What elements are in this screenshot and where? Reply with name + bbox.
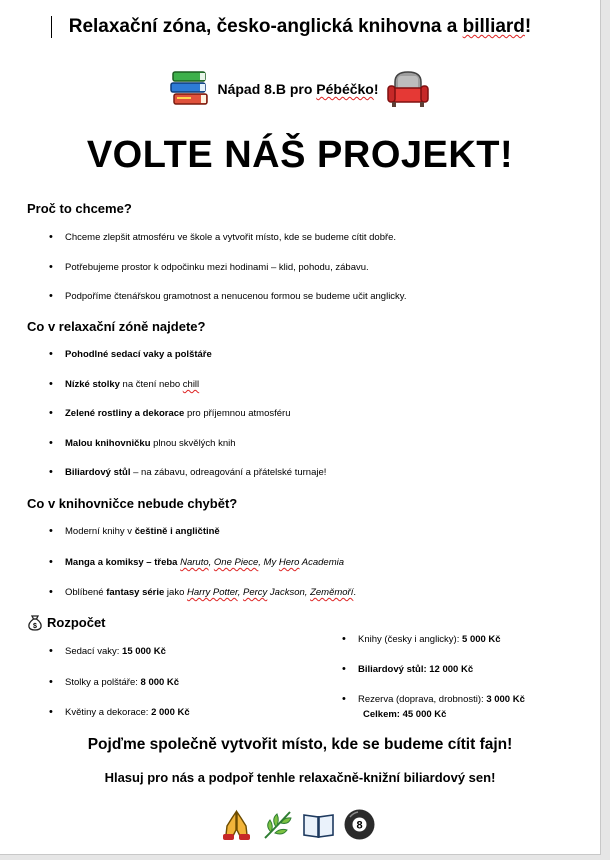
section-heading-budget[interactable] (27, 614, 106, 631)
open-book-icon (302, 808, 335, 841)
call-to-action[interactable]: Hlasuj pro nás a podpoř tenhle relaxačně-knižní biliardový sen! (104, 770, 496, 785)
list-item[interactable] (65, 526, 220, 537)
leaf-icon (261, 808, 294, 841)
budget-item[interactable] (358, 634, 501, 645)
spellcheck-word[interactable]: chill (182, 379, 200, 390)
spellcheck-word[interactable]: Zeměmoří (310, 587, 354, 598)
bold-text: fantasy série (106, 587, 165, 598)
item-value: 3 000 Kč (486, 694, 525, 705)
item-text: , (208, 557, 214, 568)
item-value: 5 000 Kč (462, 634, 501, 645)
item-text: , (237, 587, 243, 598)
budget-heading-text: Rozpočet (47, 615, 106, 630)
list-item[interactable] (65, 467, 326, 478)
item-text: pro příjemnou atmosféru (184, 408, 291, 419)
item-label: Biliardový stůl: (358, 664, 430, 675)
billiard-ball-icon (343, 808, 376, 841)
svg-text:$: $ (33, 623, 37, 630)
item-label: Stolky a polštáře: (65, 677, 141, 688)
subtitle-text[interactable] (217, 81, 378, 97)
item-label: Květiny a dekorace: (65, 707, 152, 718)
item-text: Jackson, (267, 587, 311, 598)
books-icon (169, 68, 211, 110)
list-item[interactable] (65, 438, 236, 449)
subtitle-punct: ! (373, 81, 379, 97)
page-title[interactable]: VOLTE NÁŠ PROJEKT! (86, 134, 514, 176)
section-heading-why[interactable]: Proč to chceme? (27, 201, 132, 216)
budget-item[interactable] (358, 664, 473, 675)
money-bag-icon (27, 614, 43, 631)
list-item[interactable] (65, 379, 199, 390)
budget-total[interactable]: Celkem: 45 000 Kč (363, 709, 447, 720)
bold-text: Zelené rostliny a dekorace (65, 408, 185, 419)
item-text: , My (258, 557, 279, 568)
bold-text: Malou knihovničku (65, 438, 151, 449)
spellcheck-word[interactable]: Naruto (180, 557, 209, 568)
budget-item[interactable] (65, 646, 166, 657)
subtitle-row (0, 68, 600, 110)
item-text: Oblíbené (65, 587, 107, 598)
section-heading-zone[interactable]: Co v relaxační zóně najdete? (27, 319, 206, 334)
bold-text: Nízké stolky (65, 379, 120, 390)
item-label: Sedací vaky: (65, 646, 123, 657)
list-item[interactable] (65, 557, 344, 568)
svg-text:8: 8 (356, 819, 363, 832)
item-text: na čtení nebo (119, 379, 183, 390)
item-value: 8 000 Kč (140, 677, 180, 688)
item-text: . (353, 587, 356, 598)
item-text: Academia (299, 557, 344, 568)
item-value: 12 000 Kč (429, 664, 474, 675)
bold-text: Manga a komiksy (65, 557, 144, 568)
item-text: – na zábavu, odreagování a přátelské turnaje! (130, 467, 327, 478)
heading-punct: ! (524, 16, 532, 37)
list-item[interactable]: • Podpoříme čtenářskou gramotnost a nenucenou formou se budeme učit anglicky. (65, 291, 407, 302)
spellcheck-word[interactable]: Hero (278, 557, 300, 568)
section-heading-library[interactable]: Co v knihovničce nebude chybět? (27, 496, 238, 511)
bold-text: češtině (134, 526, 168, 537)
spellcheck-word[interactable]: Pébéčko (316, 81, 374, 97)
list-item[interactable] (65, 349, 212, 360)
list-item[interactable] (65, 587, 356, 598)
item-label: Rezerva (doprava, drobnosti): (358, 694, 487, 705)
spellcheck-word[interactable]: Harry Potter (187, 587, 238, 598)
item-text: plnou skvělých knih (150, 438, 236, 449)
subtitle-prefix: Nápad 8.B pro (217, 81, 317, 97)
spellcheck-word[interactable]: One Piece (213, 557, 259, 568)
spellcheck-word[interactable]: billiard (462, 16, 525, 37)
spellcheck-word[interactable]: Percy (242, 587, 268, 598)
item-text: Moderní knihy v (65, 526, 135, 537)
bold-text: angličtině (175, 526, 220, 537)
item-label: Knihy (česky i anglicky): (358, 634, 463, 645)
item-value: 15 000 Kč (122, 646, 166, 657)
couch-icon (385, 68, 431, 110)
bold-text: – třeba (143, 557, 181, 568)
budget-item[interactable] (65, 677, 179, 688)
praying-hands-icon (220, 808, 253, 841)
list-item[interactable]: • Potřebujeme prostor k odpočinku mezi hodinami – klid, pohodu, zábavu. (65, 262, 369, 273)
list-item[interactable] (65, 408, 290, 419)
item-value: 2 000 Kč (151, 707, 190, 718)
bold-text: i (167, 526, 176, 537)
heading-text: Relaxační zóna, česko-anglická knihovna a (68, 16, 463, 37)
document-heading[interactable] (0, 16, 600, 38)
bold-text: Pohodlné sedací vaky a polštáře (65, 349, 212, 360)
budget-item[interactable] (358, 694, 525, 705)
list-item[interactable]: • Chceme zlepšit atmosféru ve škole a vytvořit místo, kde se budeme cítit dobře. (65, 232, 396, 243)
item-text: jako (164, 587, 188, 598)
bold-text: Biliardový stůl (65, 467, 131, 478)
closing-line[interactable]: Pojďme společně vytvořit místo, kde se budeme cítit fajn! (87, 736, 513, 753)
budget-item[interactable] (65, 707, 190, 718)
emoji-row (220, 808, 376, 842)
